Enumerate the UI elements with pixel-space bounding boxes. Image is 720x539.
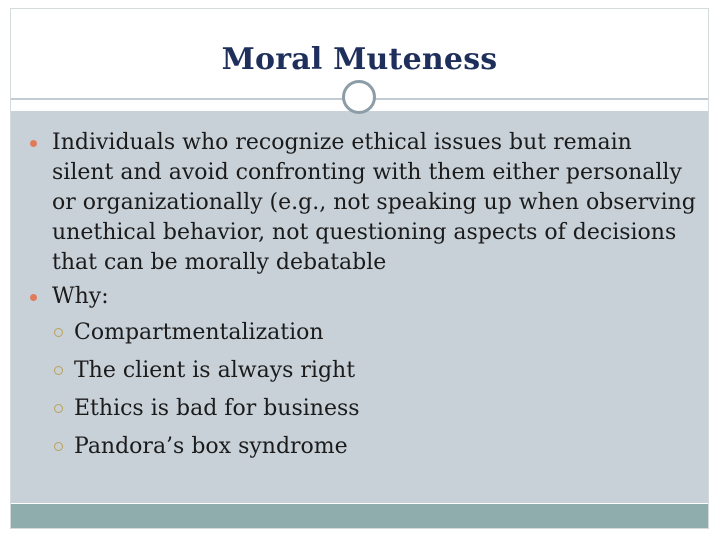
bullet-item bbox=[26, 128, 696, 278]
sub-bullet-item bbox=[52, 394, 696, 424]
sub-bullet-item bbox=[52, 318, 696, 348]
ring-bullet-icon bbox=[54, 404, 63, 413]
sub-bullet-text: The client is always right bbox=[74, 358, 356, 383]
bullet-list bbox=[26, 128, 696, 470]
bullet-text: Why: bbox=[52, 284, 109, 309]
ring-bullet-icon bbox=[54, 366, 63, 375]
sub-bullet-text: Ethics is bad for business bbox=[74, 396, 360, 421]
ring-bullet-icon bbox=[54, 328, 63, 337]
sub-bullet-item bbox=[52, 356, 696, 386]
divider-circle-ornament bbox=[342, 80, 376, 114]
bullet-dot-icon bbox=[30, 140, 37, 147]
bullet-dot-icon bbox=[30, 294, 37, 301]
ring-bullet-icon bbox=[54, 442, 63, 451]
footer-band bbox=[11, 504, 708, 528]
sub-bullet-text: Compartmentalization bbox=[74, 320, 324, 345]
slide-title: Moral Muteness bbox=[221, 42, 498, 77]
sub-bullet-text: Pandora’s box syndrome bbox=[74, 434, 348, 459]
sub-bullet-list bbox=[52, 318, 696, 462]
bullet-text: Individuals who recognize ethical issues but remain silent and avoid confronting with them either personally or organizationally (e.g., not speaking up when observing unethical behavior, not questioning aspects of decisions that can be morally debatable bbox=[52, 130, 696, 275]
sub-bullet-item bbox=[52, 432, 696, 462]
bullet-item-why bbox=[26, 282, 696, 462]
